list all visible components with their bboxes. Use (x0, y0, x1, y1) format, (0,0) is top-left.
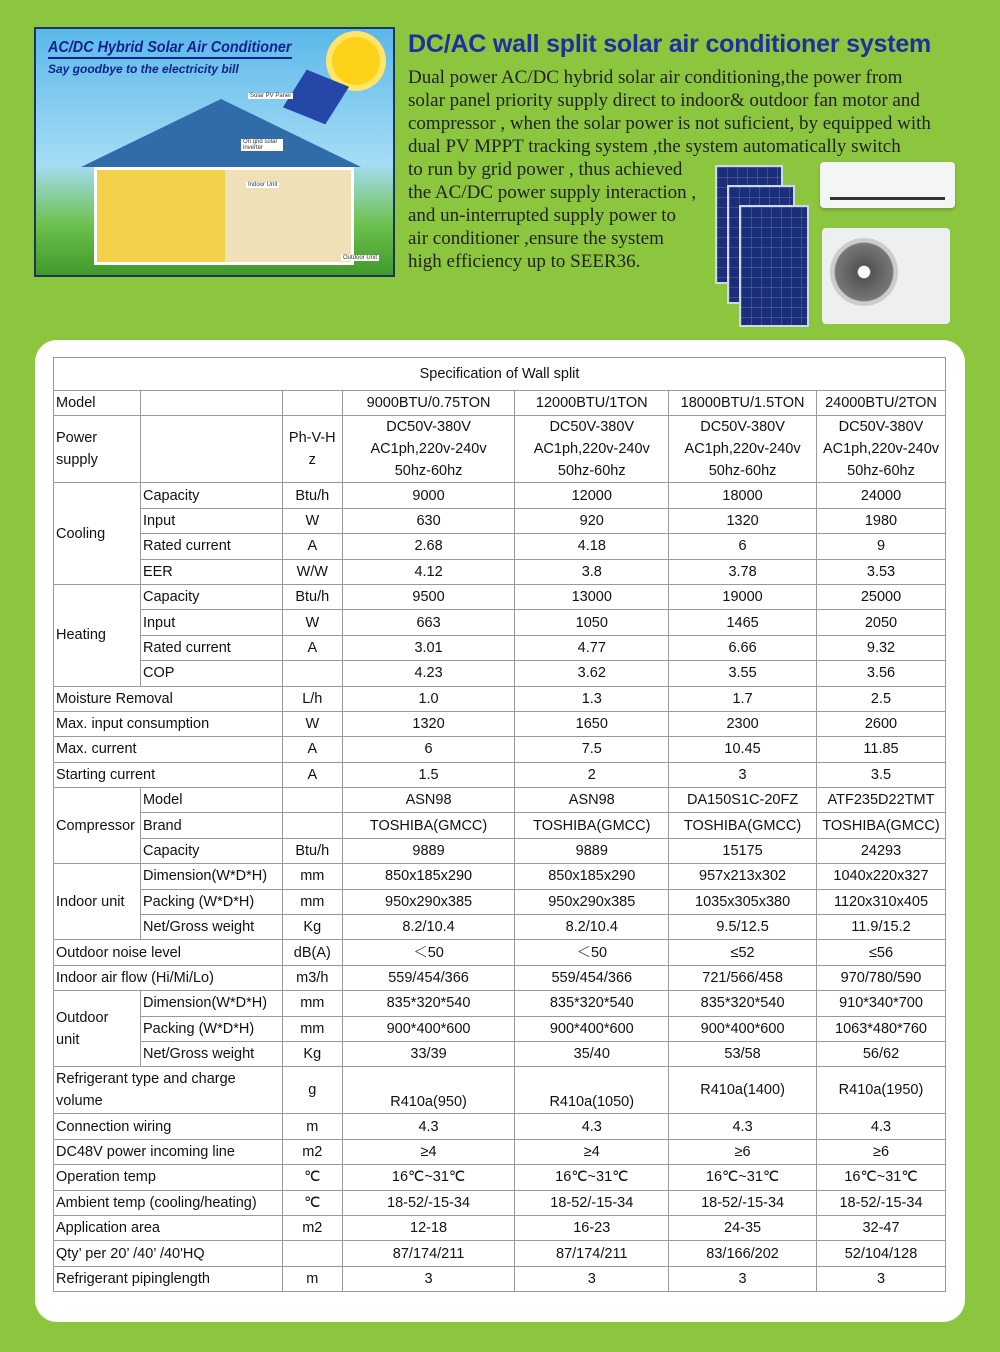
value-cell: 18-52/-15-34 (817, 1190, 946, 1215)
value-cell: 3.78 (669, 559, 817, 584)
value-cell: 3.55 (669, 661, 817, 686)
table-row (54, 1067, 946, 1114)
value-cell: 32-47 (817, 1215, 946, 1240)
unit-cell: Ph-V-H z (282, 416, 342, 483)
value-cell: 53/58 (669, 1041, 817, 1066)
value-cell: 8.2/10.4 (342, 915, 515, 940)
unit-cell: mm (282, 991, 342, 1016)
empty-cell (140, 391, 282, 416)
value-cell: ≥4 (515, 1139, 669, 1164)
value-cell: 721/566/458 (669, 965, 817, 990)
unit-cell: Kg (282, 915, 342, 940)
value-cell: 1035x305x380 (669, 889, 817, 914)
label-solar-panel: Solar PV Panel (250, 93, 291, 99)
description-line: high efficiency up to SEER36. (408, 251, 641, 272)
value-cell: 1650 (515, 711, 669, 736)
value-cell: TOSHIBA(GMCC) (669, 813, 817, 838)
unit-cell: mm (282, 889, 342, 914)
unit-cell: m2 (282, 1215, 342, 1240)
value-cell: 12-18 (342, 1215, 515, 1240)
table-row (54, 915, 946, 940)
table-row (54, 635, 946, 660)
value-cell: 3.01 (342, 635, 515, 660)
value-cell: 1050 (515, 610, 669, 635)
table-row (54, 788, 946, 813)
table-row (54, 559, 946, 584)
value-cell: ≤56 (817, 940, 946, 965)
value-cell: 8.2/10.4 (515, 915, 669, 940)
group-label: Cooling (54, 483, 141, 585)
table-row (54, 737, 946, 762)
value-cell: 950x290x385 (515, 889, 669, 914)
value-cell: ASN98 (342, 788, 515, 813)
value-cell: 3 (515, 1266, 669, 1291)
table-row (54, 483, 946, 508)
unit-cell: mm (282, 864, 342, 889)
value-cell: 87/174/211 (515, 1241, 669, 1266)
value-cell: 900*400*600 (669, 1016, 817, 1041)
value-cell: 4.12 (342, 559, 515, 584)
spec-table (53, 357, 946, 1292)
unit-cell: W (282, 711, 342, 736)
value-cell: DA150S1C-20FZ (669, 788, 817, 813)
outdoor-unit-image (822, 228, 950, 324)
unit-cell (282, 391, 342, 416)
table-row (54, 534, 946, 559)
value-cell: 2.5 (817, 686, 946, 711)
group-label: Compressor (54, 788, 141, 864)
value-cell: 1980 (817, 508, 946, 533)
value-cell: R410a(1950) (817, 1067, 946, 1114)
table-row (54, 391, 946, 416)
value-cell: 970/780/590 (817, 965, 946, 990)
label-outdoor-unit: Outdoor Unit (343, 255, 378, 261)
value-cell: R410a(1050) (515, 1067, 669, 1114)
value-cell: R410a(950) (342, 1067, 515, 1114)
value-cell: 1.3 (515, 686, 669, 711)
banner-title: AC/DC Hybrid Solar Air Conditioner (48, 39, 291, 59)
value-cell: TOSHIBA(GMCC) (817, 813, 946, 838)
row-label: Outdoor noise level (54, 940, 283, 965)
value-cell: 10.45 (669, 737, 817, 762)
value-cell: DC50V-380V AC1ph,220v-240v 50hz-60hz (515, 416, 669, 483)
table-title-row (54, 358, 946, 391)
table-row (54, 762, 946, 787)
value-cell: 4.23 (342, 661, 515, 686)
value-cell: 4.3 (817, 1114, 946, 1139)
row-label: Refrigerant pipinglength (54, 1266, 283, 1291)
value-cell: 15175 (669, 838, 817, 863)
house-graphic (94, 167, 354, 265)
table-row (54, 1215, 946, 1240)
sub-label: Model (140, 788, 282, 813)
sub-label: Rated current (140, 635, 282, 660)
value-cell: ASN98 (515, 788, 669, 813)
value-cell: 18000BTU/1.5TON (669, 391, 817, 416)
sub-label: Dimension(W*D*H) (140, 864, 282, 889)
value-cell: 2050 (817, 610, 946, 635)
description-line: dual PV MPPT tracking system ,the system automatically switch (408, 136, 901, 157)
value-cell: 9 (817, 534, 946, 559)
sub-label: Rated current (140, 534, 282, 559)
table-row (54, 610, 946, 635)
value-cell: ≥6 (669, 1139, 817, 1164)
sub-label: Input (140, 508, 282, 533)
unit-cell: W (282, 610, 342, 635)
value-cell: 835*320*540 (669, 991, 817, 1016)
table-title: Specification of Wall split (54, 358, 946, 391)
value-cell: 9000BTU/0.75TON (342, 391, 515, 416)
sub-label: Packing (W*D*H) (140, 1016, 282, 1041)
table-row (54, 686, 946, 711)
value-cell: 835*320*540 (342, 991, 515, 1016)
value-cell: 83/166/202 (669, 1241, 817, 1266)
value-cell: 16℃~31℃ (515, 1165, 669, 1190)
row-label: Operation temp (54, 1165, 283, 1190)
description-line: and un-interrupted supply power to (408, 205, 677, 226)
house-roof-graphic (81, 99, 361, 167)
value-cell: 2300 (669, 711, 817, 736)
value-cell: DC50V-380V AC1ph,220v-240v 50hz-60hz (817, 416, 946, 483)
value-cell: 1320 (669, 508, 817, 533)
value-cell: 3.56 (817, 661, 946, 686)
value-cell: 56/62 (817, 1041, 946, 1066)
value-cell: 559/454/366 (342, 965, 515, 990)
value-cell: 920 (515, 508, 669, 533)
value-cell: 900*400*600 (342, 1016, 515, 1041)
value-cell: 1063*480*760 (817, 1016, 946, 1041)
value-cell: 3 (669, 762, 817, 787)
value-cell: 52/104/128 (817, 1241, 946, 1266)
sub-label: Capacity (140, 483, 282, 508)
unit-cell: m3/h (282, 965, 342, 990)
unit-cell: Btu/h (282, 584, 342, 609)
group-label: Heating (54, 584, 141, 686)
label-indoor-unit: Indoor Unit (248, 182, 278, 188)
value-cell: 2600 (817, 711, 946, 736)
table-row (54, 838, 946, 863)
value-cell: 6 (669, 534, 817, 559)
unit-cell: A (282, 534, 342, 559)
sub-label: Brand (140, 813, 282, 838)
value-cell: 1.0 (342, 686, 515, 711)
value-cell: DC50V-380V AC1ph,220v-240v 50hz-60hz (669, 416, 817, 483)
value-cell: 3 (669, 1266, 817, 1291)
sub-label: EER (140, 559, 282, 584)
table-row (54, 1241, 946, 1266)
value-cell: 850x185x290 (515, 864, 669, 889)
table-row (54, 1190, 946, 1215)
value-cell: 9500 (342, 584, 515, 609)
value-cell: 9000 (342, 483, 515, 508)
value-cell: ≥6 (817, 1139, 946, 1164)
row-label: Starting current (54, 762, 283, 787)
table-row (54, 661, 946, 686)
sub-label: Input (140, 610, 282, 635)
value-cell: 3.62 (515, 661, 669, 686)
row-label: DC48V power incoming line (54, 1139, 283, 1164)
unit-cell: g (282, 1067, 342, 1114)
value-cell: 950x290x385 (342, 889, 515, 914)
sub-label: Dimension(W*D*H) (140, 991, 282, 1016)
banner-illustration (34, 27, 395, 277)
table-row (54, 1041, 946, 1066)
value-cell: ≥4 (342, 1139, 515, 1164)
value-cell: 24000 (817, 483, 946, 508)
table-row (54, 991, 946, 1016)
value-cell: 957x213x302 (669, 864, 817, 889)
table-row (54, 711, 946, 736)
row-label: Power supply (54, 416, 141, 483)
value-cell: 9889 (342, 838, 515, 863)
description-line: to run by grid power , thus achieved (408, 159, 683, 180)
value-cell: 1.5 (342, 762, 515, 787)
unit-cell: W/W (282, 559, 342, 584)
value-cell: 900*400*600 (515, 1016, 669, 1041)
value-cell: ＜50 (342, 940, 515, 965)
value-cell: 16℃~31℃ (669, 1165, 817, 1190)
row-label: Model (54, 391, 141, 416)
value-cell: 3.8 (515, 559, 669, 584)
table-row (54, 508, 946, 533)
value-cell: 19000 (669, 584, 817, 609)
page-title: DC/AC wall split solar air conditioner system (408, 30, 932, 58)
value-cell: ＜50 (515, 940, 669, 965)
table-row (54, 965, 946, 990)
value-cell: 16-23 (515, 1215, 669, 1240)
value-cell: 4.77 (515, 635, 669, 660)
unit-cell: m (282, 1114, 342, 1139)
unit-cell: A (282, 737, 342, 762)
value-cell: TOSHIBA(GMCC) (515, 813, 669, 838)
value-cell: 1120x310x405 (817, 889, 946, 914)
value-cell: 35/40 (515, 1041, 669, 1066)
value-cell: 3 (342, 1266, 515, 1291)
value-cell: 18-52/-15-34 (342, 1190, 515, 1215)
value-cell: 6 (342, 737, 515, 762)
indoor-unit-image (820, 162, 955, 208)
value-cell: 9.5/12.5 (669, 915, 817, 940)
value-cell: 663 (342, 610, 515, 635)
table-row (54, 416, 946, 483)
value-cell: 16℃~31℃ (817, 1165, 946, 1190)
table-row (54, 889, 946, 914)
sub-label: Packing (W*D*H) (140, 889, 282, 914)
value-cell: 87/174/211 (342, 1241, 515, 1266)
table-row (54, 864, 946, 889)
value-cell: 24000BTU/2TON (817, 391, 946, 416)
row-label: Application area (54, 1215, 283, 1240)
row-label: Connection wiring (54, 1114, 283, 1139)
value-cell: 1.7 (669, 686, 817, 711)
value-cell: 1320 (342, 711, 515, 736)
value-cell: 2 (515, 762, 669, 787)
description-line: air conditioner ,ensure the system (408, 228, 664, 249)
table-row (54, 1266, 946, 1291)
table-row (54, 1165, 946, 1190)
value-cell: 24293 (817, 838, 946, 863)
sub-label: COP (140, 661, 282, 686)
row-label: Max. current (54, 737, 283, 762)
unit-cell: A (282, 762, 342, 787)
value-cell: 910*340*700 (817, 991, 946, 1016)
value-cell: 25000 (817, 584, 946, 609)
row-label: Max. input consumption (54, 711, 283, 736)
unit-cell: L/h (282, 686, 342, 711)
sun-graphic (332, 37, 380, 85)
table-row (54, 940, 946, 965)
value-cell: 559/454/366 (515, 965, 669, 990)
value-cell: 3 (817, 1266, 946, 1291)
value-cell: 7.5 (515, 737, 669, 762)
unit-cell (282, 661, 342, 686)
unit-cell: Btu/h (282, 838, 342, 863)
value-cell: 18-52/-15-34 (669, 1190, 817, 1215)
table-row (54, 1016, 946, 1041)
value-cell: ATF235D22TMT (817, 788, 946, 813)
description-line: the AC/DC power supply interaction , (408, 182, 697, 203)
description-line: solar panel priority supply direct to indoor& outdoor fan motor and (408, 90, 920, 111)
value-cell: 9889 (515, 838, 669, 863)
unit-cell: Btu/h (282, 483, 342, 508)
value-cell: 630 (342, 508, 515, 533)
value-cell: TOSHIBA(GMCC) (342, 813, 515, 838)
value-cell: 850x185x290 (342, 864, 515, 889)
row-label: Indoor air flow (Hi/Mi/Lo) (54, 965, 283, 990)
solar-panel-image (739, 205, 809, 327)
group-label: Outdoor unit (54, 991, 141, 1067)
value-cell: 16℃~31℃ (342, 1165, 515, 1190)
table-row (54, 1114, 946, 1139)
value-cell: 4.3 (515, 1114, 669, 1139)
unit-cell: A (282, 635, 342, 660)
empty-cell (140, 416, 282, 483)
value-cell: 9.32 (817, 635, 946, 660)
value-cell: 12000 (515, 483, 669, 508)
unit-cell: dB(A) (282, 940, 342, 965)
label-inverter: On grid solar inverter (241, 139, 283, 151)
value-cell: 11.9/15.2 (817, 915, 946, 940)
value-cell: 13000 (515, 584, 669, 609)
table-row (54, 1139, 946, 1164)
sub-label: Capacity (140, 838, 282, 863)
value-cell: 835*320*540 (515, 991, 669, 1016)
unit-cell (282, 1241, 342, 1266)
unit-cell: W (282, 508, 342, 533)
sub-label: Net/Gross weight (140, 915, 282, 940)
value-cell: 12000BTU/1TON (515, 391, 669, 416)
value-cell: 3.53 (817, 559, 946, 584)
description-line: Dual power AC/DC hybrid solar air conditioning,the power from (408, 67, 903, 88)
row-label: Qty’ per 20’ /40’ /40'HQ (54, 1241, 283, 1266)
value-cell: 18-52/-15-34 (515, 1190, 669, 1215)
unit-cell: Kg (282, 1041, 342, 1066)
unit-cell: ℃ (282, 1165, 342, 1190)
unit-cell (282, 788, 342, 813)
value-cell: 4.18 (515, 534, 669, 559)
value-cell: 4.3 (342, 1114, 515, 1139)
row-label: Refrigerant type and charge volume (54, 1067, 283, 1114)
table-row (54, 813, 946, 838)
banner-subtitle: Say goodbye to the electricity bill (48, 62, 239, 76)
value-cell: ≤52 (669, 940, 817, 965)
sub-label: Net/Gross weight (140, 1041, 282, 1066)
value-cell: 1040x220x327 (817, 864, 946, 889)
description-line: compressor , when the solar power is not suficient, by equipped with (408, 113, 931, 134)
group-label: Indoor unit (54, 864, 141, 940)
value-cell: 4.3 (669, 1114, 817, 1139)
value-cell: 24-35 (669, 1215, 817, 1240)
value-cell: R410a(1400) (669, 1067, 817, 1114)
value-cell: 1465 (669, 610, 817, 635)
unit-cell: m2 (282, 1139, 342, 1164)
value-cell: 6.66 (669, 635, 817, 660)
value-cell: 33/39 (342, 1041, 515, 1066)
sub-label: Capacity (140, 584, 282, 609)
row-label: Moisture Removal (54, 686, 283, 711)
value-cell: 2.68 (342, 534, 515, 559)
unit-cell: m (282, 1266, 342, 1291)
unit-cell: mm (282, 1016, 342, 1041)
value-cell: 3.5 (817, 762, 946, 787)
value-cell: DC50V-380V AC1ph,220v-240v 50hz-60hz (342, 416, 515, 483)
row-label: Ambient temp (cooling/heating) (54, 1190, 283, 1215)
value-cell: 18000 (669, 483, 817, 508)
unit-cell (282, 813, 342, 838)
value-cell: 11.85 (817, 737, 946, 762)
unit-cell: ℃ (282, 1190, 342, 1215)
table-row (54, 584, 946, 609)
